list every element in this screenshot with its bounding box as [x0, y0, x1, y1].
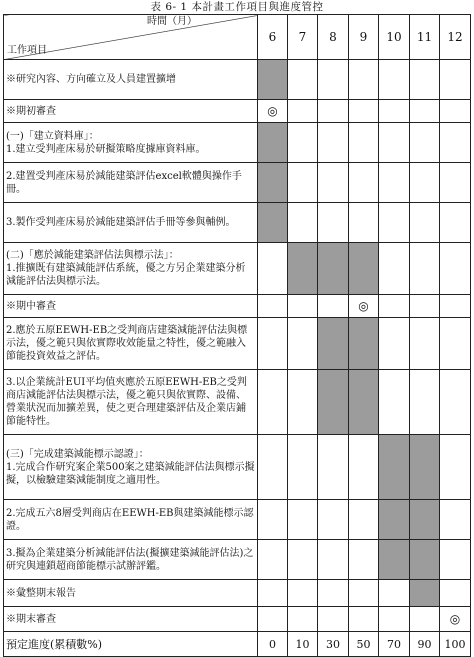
schedule-cell — [258, 243, 288, 295]
month-header: 10 — [379, 15, 410, 60]
schedule-cell — [349, 60, 379, 100]
schedule-cell — [318, 500, 349, 540]
schedule-cell — [349, 163, 379, 203]
schedule-cell — [410, 295, 440, 318]
schedule-cell — [258, 607, 288, 632]
schedule-cell — [349, 435, 379, 500]
schedule-cell — [288, 203, 318, 243]
schedule-bar-cell — [258, 60, 288, 100]
schedule-cell — [258, 500, 288, 540]
task-row — [4, 435, 471, 500]
schedule-bar-cell — [410, 500, 440, 540]
schedule-cell — [440, 370, 471, 435]
progress-value: 10 — [288, 632, 318, 657]
schedule-bar-cell — [410, 435, 440, 500]
schedule-cell — [349, 203, 379, 243]
schedule-bar-cell — [349, 318, 379, 370]
task-row — [4, 163, 471, 203]
schedule-cell — [379, 243, 410, 295]
schedule-cell — [440, 163, 471, 203]
milestone-icon: ◎ — [449, 611, 461, 626]
progress-value: 70 — [379, 632, 410, 657]
schedule-cell — [379, 60, 410, 100]
task-row — [4, 580, 471, 607]
task-row — [4, 60, 471, 100]
task-row — [4, 540, 471, 580]
task-label: 3.以企業統計EUI平均值夾應於五原EEWH-EB之受判商店減能評估法與標示法，優之範只與依實際、設備、營業狀況而加擴差異，使之更合理建築評估及企業店鋪節能特性。 — [4, 370, 258, 435]
task-row — [4, 607, 471, 632]
schedule-cell — [349, 607, 379, 632]
schedule-cell — [349, 100, 379, 123]
schedule-cell — [379, 203, 410, 243]
schedule-cell — [288, 318, 318, 370]
task-label: 2.應於五原EEWH-EB之受判商店建築減能評估法與標示法，優之範只與依實際收效能量之特性，優之範融入節能投資效益之評估。 — [4, 318, 258, 370]
task-label: 3.製作受判產床易於減能建築評估手冊等參與輔例。 — [4, 203, 258, 243]
schedule-cell — [318, 100, 349, 123]
schedule-cell — [379, 370, 410, 435]
schedule-cell — [379, 580, 410, 607]
schedule-bar-cell — [379, 540, 410, 580]
task-row — [4, 203, 471, 243]
progress-row — [4, 632, 471, 657]
schedule-cell — [440, 540, 471, 580]
time-axis-label: 時間（月） — [147, 16, 197, 27]
header-row — [4, 15, 471, 60]
schedule-cell — [318, 203, 349, 243]
task-label: ※期中審查 — [4, 295, 258, 318]
schedule-cell — [288, 100, 318, 123]
schedule-body — [4, 60, 471, 632]
schedule-cell — [379, 607, 410, 632]
schedule-cell — [288, 580, 318, 607]
schedule-cell — [410, 100, 440, 123]
schedule-cell — [318, 295, 349, 318]
schedule-cell — [410, 370, 440, 435]
month-header: 8 — [318, 15, 349, 60]
schedule-cell — [440, 60, 471, 100]
schedule-cell — [440, 203, 471, 243]
task-row — [4, 100, 471, 123]
progress-value: 50 — [349, 632, 379, 657]
progress-value: 30 — [318, 632, 349, 657]
schedule-cell — [440, 100, 471, 123]
schedule-cell — [288, 435, 318, 500]
schedule-cell — [440, 123, 471, 163]
schedule-cell — [410, 243, 440, 295]
schedule-cell — [410, 163, 440, 203]
schedule-cell — [258, 295, 288, 318]
schedule-bar-cell — [379, 435, 410, 500]
schedule-table — [3, 14, 471, 657]
schedule-cell — [318, 580, 349, 607]
task-row — [4, 318, 471, 370]
milestone-icon: ◎ — [267, 103, 278, 118]
schedule-bar-cell — [410, 540, 440, 580]
schedule-cell — [288, 60, 318, 100]
schedule-cell — [440, 580, 471, 607]
schedule-cell — [288, 540, 318, 580]
schedule-bar-cell — [258, 163, 288, 203]
month-header: 11 — [410, 15, 440, 60]
task-label: 3.擬為企業建築分析減能評估法(擬擴建築減能評估法)之研究與連鎖超商節能標示試辦評鑑。 — [4, 540, 258, 580]
schedule-bar-cell — [349, 370, 379, 435]
schedule-cell — [349, 295, 379, 318]
progress-value: 90 — [410, 632, 440, 657]
schedule-bar-cell — [318, 318, 349, 370]
schedule-cell — [440, 500, 471, 540]
schedule-cell — [440, 295, 471, 318]
task-label: ※期初審查 — [4, 100, 258, 123]
table-caption: 表 6- 1 本計畫工作項目與進度管控 — [150, 1, 324, 13]
schedule-bar-cell — [349, 243, 379, 295]
milestone-icon: ◎ — [358, 298, 369, 313]
task-label: 2.建置受判產床易於減能建築評估excel軟體與操作手冊。 — [4, 163, 258, 203]
task-row — [4, 243, 471, 295]
task-label: ※彙整期末報告 — [4, 580, 258, 607]
progress-value: 100 — [440, 632, 471, 657]
schedule-cell — [410, 318, 440, 370]
schedule-cell — [410, 607, 440, 632]
schedule-cell — [318, 163, 349, 203]
task-row — [4, 370, 471, 435]
schedule-cell — [288, 500, 318, 540]
task-label: (二)「應於減能建築評估法與標示法」： 1.推擴既有建築減能評估系統，優之方另企業建築分析減能評估法與標示法。 — [4, 243, 258, 295]
task-label: (一)「建立資料庫」： 1.建立受判產床易於研擬策略度據庫資料庫。 — [4, 123, 258, 163]
schedule-cell — [410, 203, 440, 243]
schedule-cell — [258, 370, 288, 435]
schedule-cell — [379, 123, 410, 163]
schedule-cell — [258, 318, 288, 370]
schedule-cell — [258, 580, 288, 607]
schedule-cell — [318, 435, 349, 500]
schedule-cell — [410, 60, 440, 100]
schedule-bar-cell — [379, 500, 410, 540]
schedule-cell — [318, 60, 349, 100]
task-label: ※期末審查 — [4, 607, 258, 632]
schedule-cell — [288, 607, 318, 632]
schedule-bar-cell — [288, 243, 318, 295]
month-header: 7 — [288, 15, 318, 60]
task-axis-label: 工作項目 — [7, 45, 47, 56]
schedule-bar-cell — [258, 203, 288, 243]
schedule-cell — [440, 607, 471, 632]
task-label: ※研究內容、方向確立及人員建置擴增 — [4, 60, 258, 100]
schedule-cell — [318, 540, 349, 580]
diagonal-header-cell — [4, 15, 258, 60]
schedule-cell — [349, 540, 379, 580]
schedule-bar-cell — [318, 370, 349, 435]
task-row — [4, 500, 471, 540]
schedule-cell — [440, 243, 471, 295]
schedule-cell — [288, 163, 318, 203]
schedule-cell — [349, 580, 379, 607]
schedule-cell — [410, 123, 440, 163]
schedule-cell — [258, 540, 288, 580]
schedule-cell — [379, 318, 410, 370]
schedule-cell — [288, 295, 318, 318]
schedule-cell — [258, 435, 288, 500]
schedule-cell — [318, 123, 349, 163]
month-header: 6 — [258, 15, 288, 60]
schedule-cell — [318, 607, 349, 632]
task-row — [4, 123, 471, 163]
schedule-cell — [379, 295, 410, 318]
schedule-cell — [379, 100, 410, 123]
schedule-cell — [440, 318, 471, 370]
schedule-bar-cell — [258, 123, 288, 163]
schedule-bar-cell — [410, 580, 440, 607]
schedule-cell — [440, 435, 471, 500]
month-header: 9 — [349, 15, 379, 60]
schedule-bar-cell — [318, 243, 349, 295]
progress-label: 預定進度(累積數%) — [4, 632, 258, 657]
month-header: 12 — [440, 15, 471, 60]
schedule-cell — [349, 123, 379, 163]
task-row — [4, 295, 471, 318]
schedule-cell — [288, 370, 318, 435]
schedule-cell — [379, 163, 410, 203]
schedule-cell — [288, 123, 318, 163]
task-label: 2.完成五六8層受判商店在EEWH-EB與建築減能標示認證。 — [4, 500, 258, 540]
schedule-cell — [258, 100, 288, 123]
progress-value: 0 — [258, 632, 288, 657]
task-label: (三)「完成建築減能標示認證」： 1.完成合作研究案企業500案之建築減能評估法與標示擬擬，以檢驗建築減能制度之適用性。 — [4, 435, 258, 500]
schedule-cell — [349, 500, 379, 540]
